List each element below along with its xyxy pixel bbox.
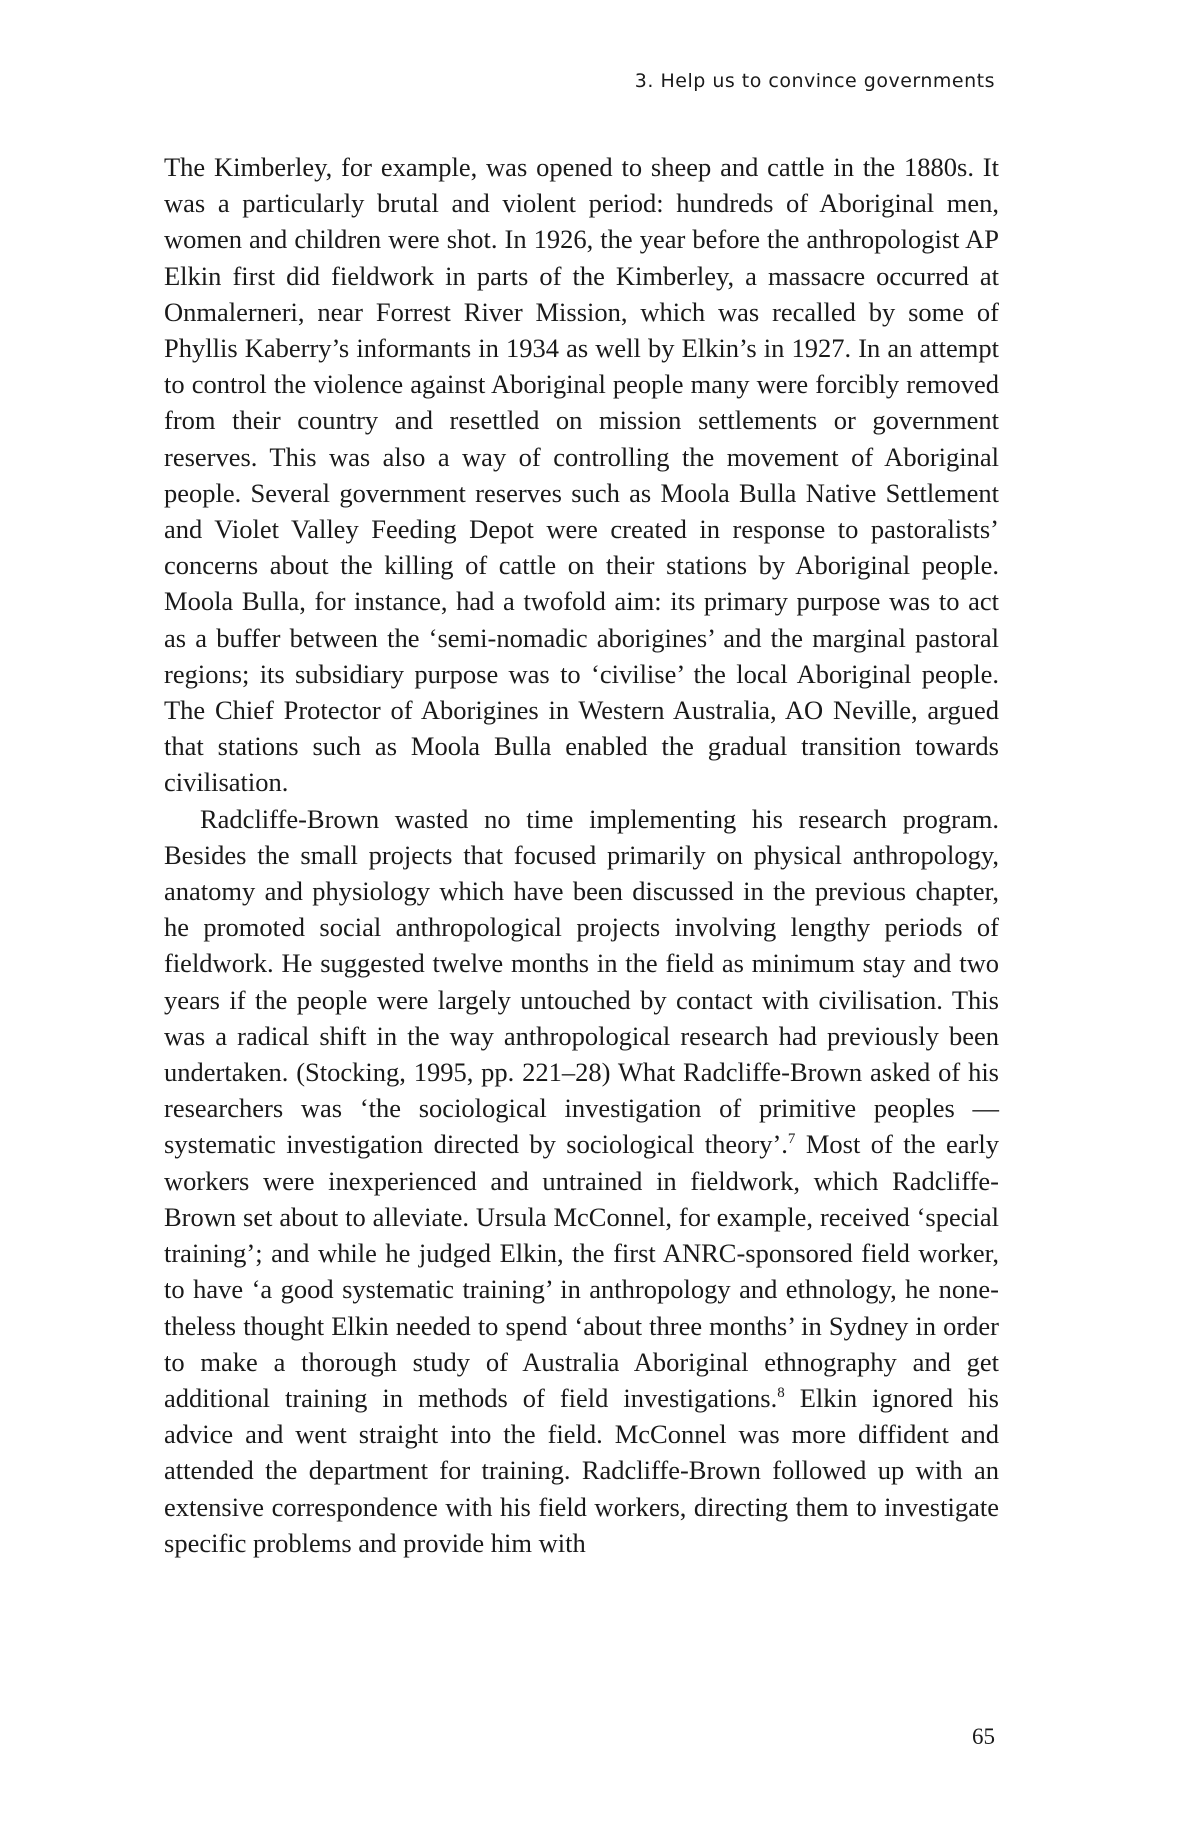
footnote-marker-8: 8 <box>777 1385 785 1402</box>
paragraph-radcliffe-brown <box>164 801 999 1561</box>
paragraph-text-part-1: Radcliffe-Brown wasted no time implementing his research program. Besides the small projects that focused primarily on physical anthropology, anatomy and physiology which have been discussed in the previous chapter, he promoted social anthropological projects involving lengthy periods of fieldwork. He suggested twelve months in the field as minimum stay and two years if the people were largely untouched by contact with civilisation. This was a radical shift in the way anthropological research had previously been undertaken. (Stocking, 1995, pp. 221–28) What Radcliffe-Brown asked of his researchers was ‘the sociological investigation of primitive peoples — systematic investigation directed by sociological theory’. <box>164 803 999 1160</box>
page-number: 65 <box>972 1724 995 1749</box>
paragraph-kimberley: The Kimberley, for example, was opened to sheep and cattle in the 1880s. It was a particularly brutal and violent period: hundreds of Aboriginal men, women and children were shot. In 1926, the year before the anthropologist AP Elkin first did fieldwork in parts of the Kimberley, a massacre occurred at Onmalerneri, near Forrest River Mission, which was recalled by some of Phyllis Kaberry’s informants in 1934 as well by Elkin’s in 1927. In an attempt to control the violence against Aboriginal people many were forcibly removed from their country and resettled on mission settlements or government reserves. This was also a way of controlling the movement of Aboriginal people. Several government reserves such as Moola Bulla Native Settlement and Violet Valley Feeding Depot were created in response to pastoralists’ concerns about the killing of cattle on their stations by Aboriginal people. Moola Bulla, for instance, had a twofold aim: its primary purpose was to act as a buffer between the ‘semi-nomadic aborigines’ and the marginal pastoral regions; its subsidiary purpose was to ‘civilise’ the local Aboriginal people. The Chief Protector of Aborigines in Western Australia, AO Neville, argued that stations such as Moola Bulla enabled the gradual transition towards civilisation. <box>164 152 999 798</box>
paragraph-text-part-3: Elkin ignored his advice and went straight into the field. McConnel was more diffident and attended the department for training. Radcliffe-Brown followed up with an extensive correspondence with his field workers, directing them to investigate specific problems and provide him with <box>164 1382 999 1558</box>
running-header: 3. Help us to convince governments <box>634 70 995 92</box>
footnote-marker-7: 7 <box>787 1131 796 1148</box>
paragraph-text-part-2: Most of the early workers were inexperienced and untrained in fieldwork, which Radcliffe-Brown set about to alleviate. Ursula McConnel, for example, received ‘special training’; and while he judged Elkin, the first ANRC-sponsored field worker, to have ‘a good systematic training’ in anthropology and ethnology, he nonetheless thought Elkin needed to spend ‘about three months’ in Sydney in order to make a thorough study of Australia Aboriginal ethnography and get additional training in methods of field investigations. <box>164 1129 999 1413</box>
body-text <box>164 149 999 1561</box>
